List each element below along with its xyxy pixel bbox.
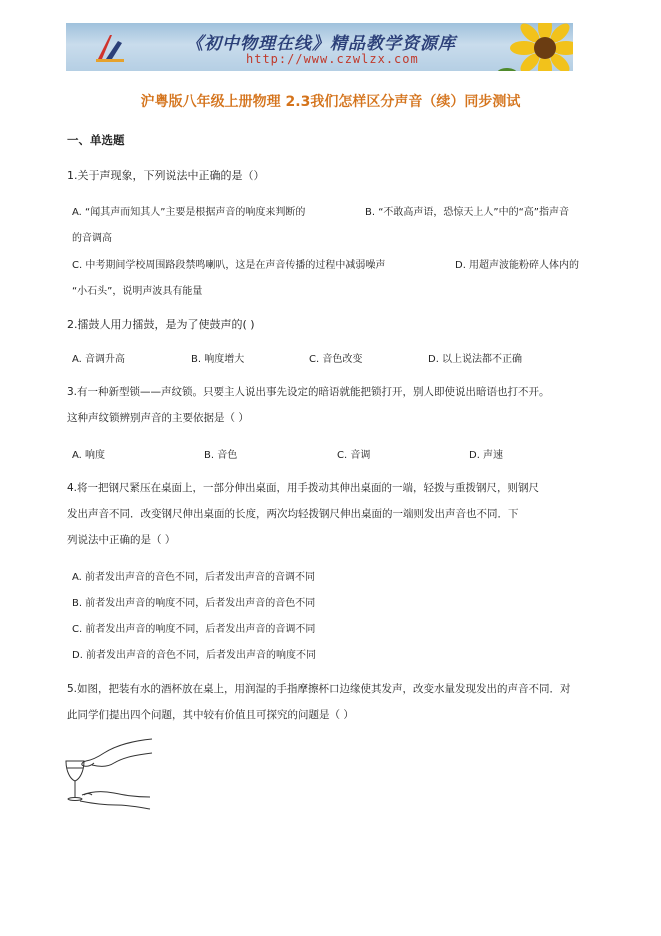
question-1-option-d-cont: “小石头”，说明声波具有能量 bbox=[72, 286, 203, 297]
question-3-stem-line-2: 这种声纹锁辨别声音的主要依据是（ ） bbox=[67, 412, 249, 424]
question-3-option-b[interactable]: B. 音色 bbox=[204, 450, 238, 461]
question-4-stem-line-1: 4.将一把钢尺紧压在桌面上，一部分伸出桌面，用手拨动其伸出桌面的一端，轻拨与重拨钢尺，则钢尺 bbox=[67, 482, 540, 494]
question-4-option-b[interactable]: B. 前者发出声音的响度不同，后者发出声音的音色不同 bbox=[72, 598, 316, 609]
question-1-option-c[interactable]: C. 中考期间学校周围路段禁鸣喇叭，这是在声音传播的过程中减弱噪声 bbox=[72, 260, 386, 271]
question-2-option-d[interactable]: D. 以上说法都不正确 bbox=[428, 354, 523, 365]
wine-glass-figure bbox=[62, 735, 154, 813]
question-3-option-a[interactable]: A. 响度 bbox=[72, 450, 106, 461]
question-3-option-d[interactable]: D. 声速 bbox=[469, 450, 504, 461]
section-heading: 一、单选题 bbox=[67, 133, 125, 147]
question-5-stem-line-2: 此同学们提出四个问题，其中较有价值且可探究的问题是（ ） bbox=[67, 709, 354, 721]
question-1-stem: 1.关于声现象，下列说法中正确的是（） bbox=[67, 169, 265, 182]
question-4-stem-line-3: 列说法中正确的是（ ） bbox=[67, 534, 176, 546]
question-2-option-a[interactable]: A. 音调升高 bbox=[72, 354, 126, 365]
banner-url[interactable]: http://www.czwlzx.com bbox=[246, 52, 419, 66]
question-3-stem-line-1: 3.有一种新型锁——声纹锁。只要主人说出事先设定的暗语就能把锁打开，别人即使说出暗语也打不开。 bbox=[67, 386, 550, 398]
question-2-option-b[interactable]: B. 响度增大 bbox=[191, 354, 245, 365]
banner-title: 《初中物理在线》精品教学资源库 bbox=[186, 34, 456, 54]
question-2-option-c[interactable]: C. 音色改变 bbox=[309, 354, 363, 365]
question-1-option-b[interactable]: B. “不敢高声语，恐惊天上人”中的“高”指声音 bbox=[365, 207, 569, 218]
question-4-stem-line-2: 发出声音不同．改变钢尺伸出桌面的长度，两次均轻拨钢尺伸出桌面的一端则发出声音也不同．下 bbox=[67, 508, 519, 520]
document-title: 沪粤版八年级上册物理 2.3我们怎样区分声音（续）同步测试 bbox=[140, 94, 521, 110]
question-4-option-d[interactable]: D. 前者发出声音的音色不同，后者发出声音的响度不同 bbox=[72, 650, 317, 661]
question-3-option-c[interactable]: C. 音调 bbox=[337, 450, 371, 461]
question-4-option-a[interactable]: A. 前者发出声音的音色不同，后者发出声音的音调不同 bbox=[72, 572, 316, 583]
question-1-option-b-cont: 的音调高 bbox=[72, 233, 112, 244]
question-4-option-c[interactable]: C. 前者发出声音的响度不同，后者发出声音的音调不同 bbox=[72, 624, 316, 635]
site-logo-icon bbox=[92, 29, 128, 65]
question-1-option-a[interactable]: A. “闻其声而知其人”主要是根据声音的响度来判断的 bbox=[72, 207, 306, 218]
question-5-stem-line-1: 5.如图，把装有水的酒杯放在桌上，用润湿的手指摩擦杯口边缘使其发声，改变水量发现发出的声音不同．对 bbox=[67, 683, 571, 695]
question-2-stem: 2.擂鼓人用力擂鼓，是为了使鼓声的( ) bbox=[67, 318, 255, 331]
header-banner bbox=[66, 23, 573, 71]
sunflower-icon bbox=[493, 23, 573, 71]
question-1-option-d[interactable]: D. 用超声波能粉碎人体内的 bbox=[455, 260, 580, 271]
